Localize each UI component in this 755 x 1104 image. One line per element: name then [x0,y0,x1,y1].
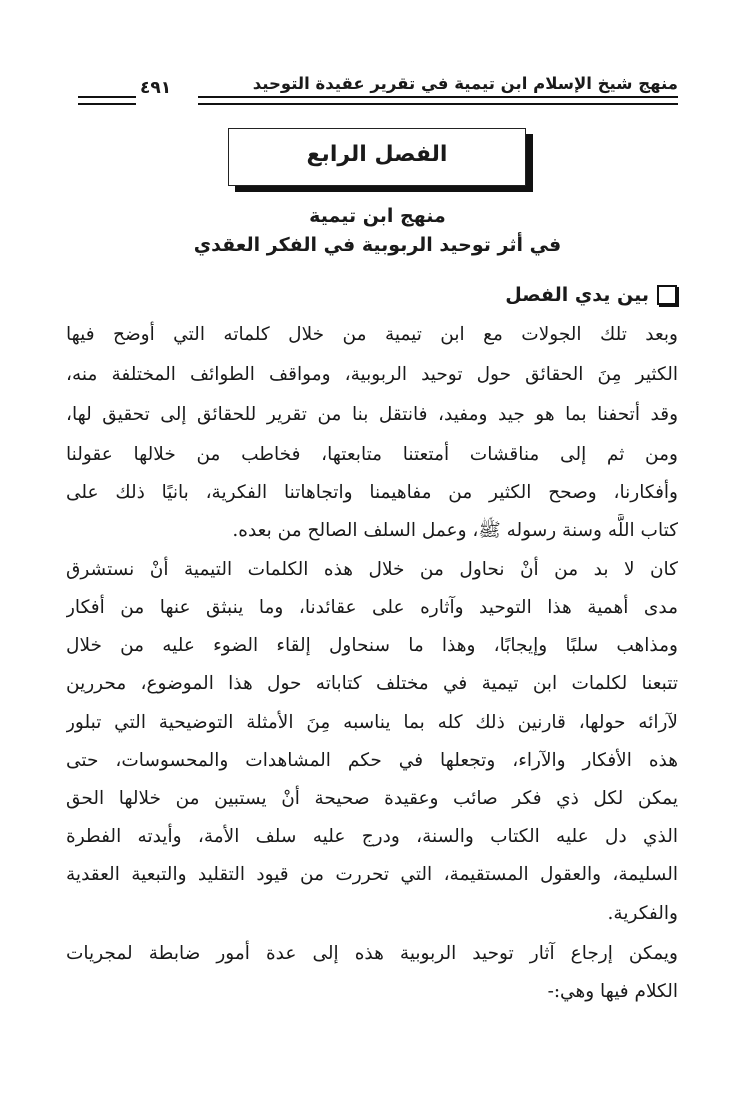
body-line: الكثير مِنَ الحقائق حول توحيد الربوبية، ومواقف الطوائف المختلفة منه، [66,364,678,385]
body-line: الذي دل عليه الكتاب والسنة، ودرج عليه سلف الأمة، وأيدته الفطرة [66,826,678,847]
running-header [78,72,678,112]
body-line: لآرائه حولها، قارنين ذلك كله بما يناسبه مِنَ الأمثلة التوضيحية التي تبلور [66,712,678,733]
chapter-title-box [228,128,526,186]
body-line: ومن ثم إلى مناقشات أمتعتنا متابعتها، فخاطب من خلالها عقولنا [66,444,678,465]
header-rule-right [198,96,678,105]
chapter-subtitle-1: منهج ابن تيمية [309,205,446,227]
body-line: وأفكارنا، وصحح الكثير من مفاهيمنا واتجاهاتنا الفكرية، بانيًا ذلك على [66,482,678,503]
body-line: الكلام فيها وهي:- [547,981,678,1002]
body-line: كان لا بد من أنْ نحاول من خلال هذه الكلمات التيمية أنْ نستشرق [66,559,678,580]
running-title: منهج شيخ الإسلام ابن تيمية في تقرير عقيدة التوحيد [252,74,678,93]
body-line: هذه الأفكار والآراء، وتجعلها في حكم المشاهدات والمحسوسات، حتى [66,750,678,771]
chapter-title: الفصل الرابع [306,142,448,167]
body-line: يمكن لكل ذي فكر صائب وعقيدة صحيحة أنْ يستبين من خلالها الحق [66,788,678,809]
header-rule-left [78,96,136,105]
body-line: كتاب اللَّه وسنة رسوله ﷺ، وعمل السلف الصالح من بعده. [232,520,678,541]
body-line: مدى أهمية هذا التوحيد وآثاره على عقائدنا، وما ينبثق عنها من أفكار [66,597,678,618]
section-heading-text: بين يدي الفصل [505,284,649,306]
body-line: ويمكن إرجاع آثار توحيد الربوبية هذه إلى عدة أمور ضابطة لمجريات [66,943,678,964]
chapter-subtitle-2: في أثر توحيد الربوبية في الفكر العقدي [193,234,562,256]
page-number: ٤٩١ [140,78,172,98]
body-line: تتبعنا لكلمات ابن تيمية في مختلف كتاباته حول هذا الموضوع، محررين [66,673,678,694]
section-heading [505,284,677,306]
body-line: وبعد تلك الجولات مع ابن تيمية من خلال كلماته التي أوضح فيها [66,324,678,345]
body-line: السليمة، والعقول المستقيمة، التي تحررت من قيود التقليد والتبعية العقدية [66,864,678,885]
body-line: وقد أتحفنا بما هو جيد ومفيد، فانتقل بنا من تقرير للحقائق إلى تحقيق لها، [66,404,678,425]
body-line: ومذاهب سلبًا وإيجابًا، وهذا ما سنحاول إلقاء الضوء عليه من خلال [66,635,678,656]
body-line: والفكرية. [607,903,678,924]
square-bullet-icon [657,285,677,305]
